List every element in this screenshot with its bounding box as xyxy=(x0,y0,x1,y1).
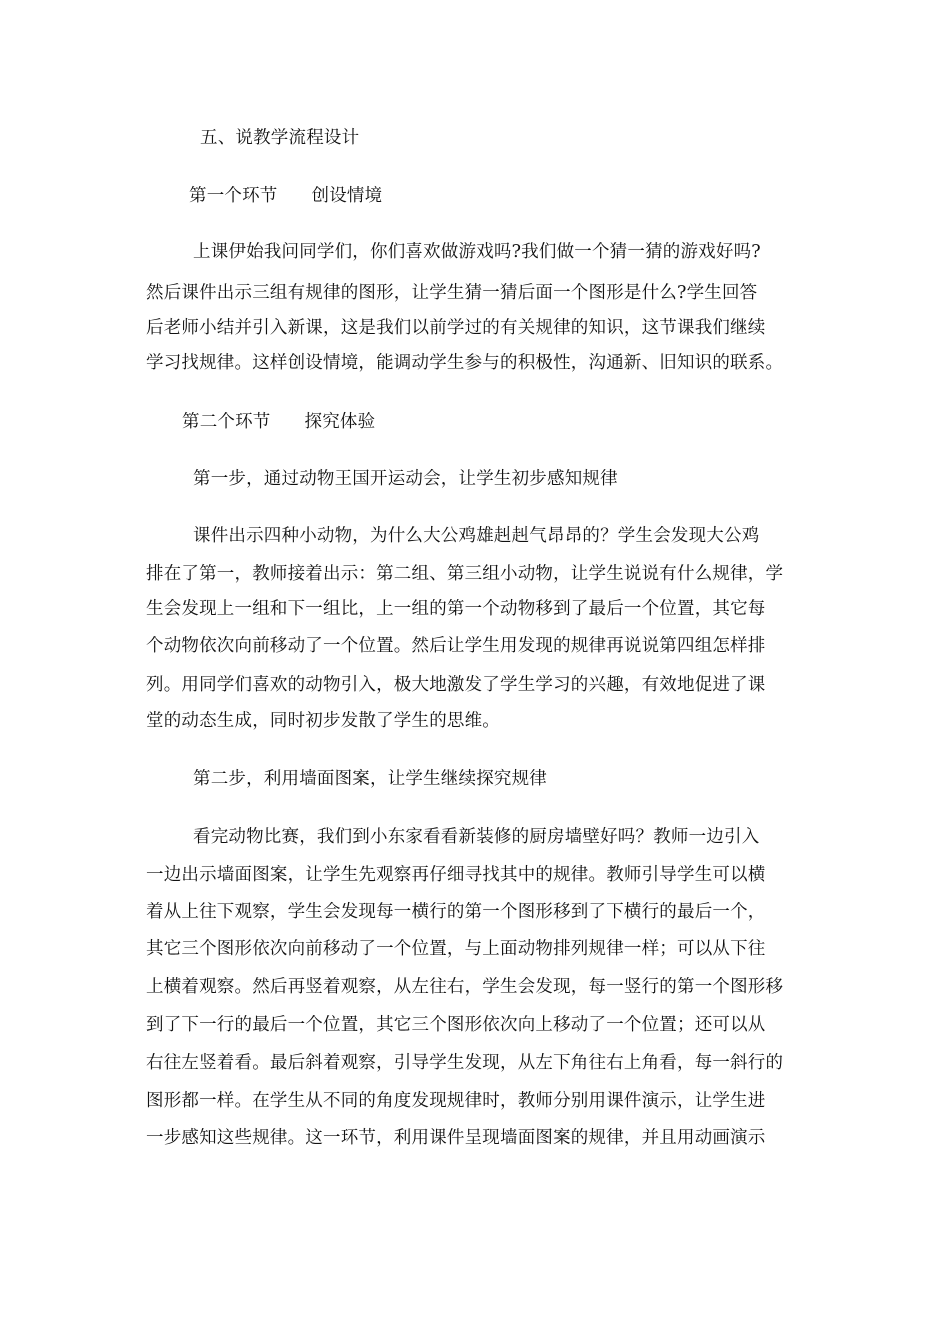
paragraph-line: 然后课件出示三组有规律的图形，让学生猜一猜后面一个图形是什么?学生回答 xyxy=(146,283,758,303)
paragraph-line: 着从上往下观察，学生会发现每一横行的第一个图形移到了下横行的最后一个， xyxy=(146,902,766,922)
paragraph-line: 堂的动态生成，同时初步发散了学生的思维。 xyxy=(146,711,500,731)
paragraph-line: 课件出示四种小动物，为什么大公鸡雄赳赳气昂昂的？学生会发现大公鸡 xyxy=(193,526,760,546)
part2-name: 探究体验 xyxy=(304,412,376,432)
paragraph-line: 上课伊始我问同学们，你们喜欢做游戏吗?我们做一个猜一猜的游戏好吗? xyxy=(193,242,761,262)
paragraph-line: 排在了第一，教师接着出示：第二组、第三组小动物，让学生说说有什么规律，学 xyxy=(146,564,784,584)
paragraph-line: 一步感知这些规律。这一环节，利用课件呈现墙面图案的规律，并且用动画演示 xyxy=(146,1128,766,1148)
step2-title: 第二步，利用墙面图案，让学生继续探究规律 xyxy=(193,769,547,789)
paragraph-line: 后老师小结并引入新课，这是我们以前学过的有关规律的知识，这节课我们继续 xyxy=(146,318,766,338)
paragraph-line: 上横着观察。然后再竖着观察，从左往右，学生会发现，每一竖行的第一个图形移 xyxy=(146,977,784,997)
paragraph-line: 图形都一样。在学生从不同的角度发现规律时，教师分别用课件演示，让学生进 xyxy=(146,1091,766,1111)
paragraph-line: 一边出示墙面图案，让学生先观察再仔细寻找其中的规律。教师引导学生可以横 xyxy=(146,865,766,885)
part1-label: 第一个环节 xyxy=(189,186,278,206)
part2-heading xyxy=(182,410,375,434)
paragraph-line: 其它三个图形依次向前移动了一个位置，与上面动物排列规律一样；可以从下往 xyxy=(146,939,766,959)
step1-title: 第一步，通过动物王国开运动会，让学生初步感知规律 xyxy=(193,469,618,489)
paragraph-line: 右往左竖着看。最后斜着观察，引导学生发现，从左下角往右上角看，每一斜行的 xyxy=(146,1053,784,1073)
paragraph-line: 看完动物比赛，我们到小东家看看新装修的厨房墙壁好吗？教师一边引入 xyxy=(193,827,760,847)
part2-label: 第二个环节 xyxy=(182,412,271,432)
section-title: 五、说教学流程设计 xyxy=(200,128,360,148)
paragraph-line: 个动物依次向前移动了一个位置。然后让学生用发现的规律再说说第四组怎样排 xyxy=(146,636,766,656)
part1-name: 创设情境 xyxy=(311,186,383,206)
part1-heading xyxy=(189,184,382,208)
paragraph-line: 到了下一行的最后一个位置，其它三个图形依次向上移动了一个位置；还可以从 xyxy=(146,1015,766,1035)
paragraph-line: 生会发现上一组和下一组比，上一组的第一个动物移到了最后一个位置，其它每 xyxy=(146,599,766,619)
paragraph-line: 列。用同学们喜欢的动物引入，极大地激发了学生学习的兴趣，有效地促进了课 xyxy=(146,675,766,695)
paragraph-line: 学习找规律。这样创设情境，能调动学生参与的积极性，沟通新、旧知识的联系。 xyxy=(146,353,784,373)
